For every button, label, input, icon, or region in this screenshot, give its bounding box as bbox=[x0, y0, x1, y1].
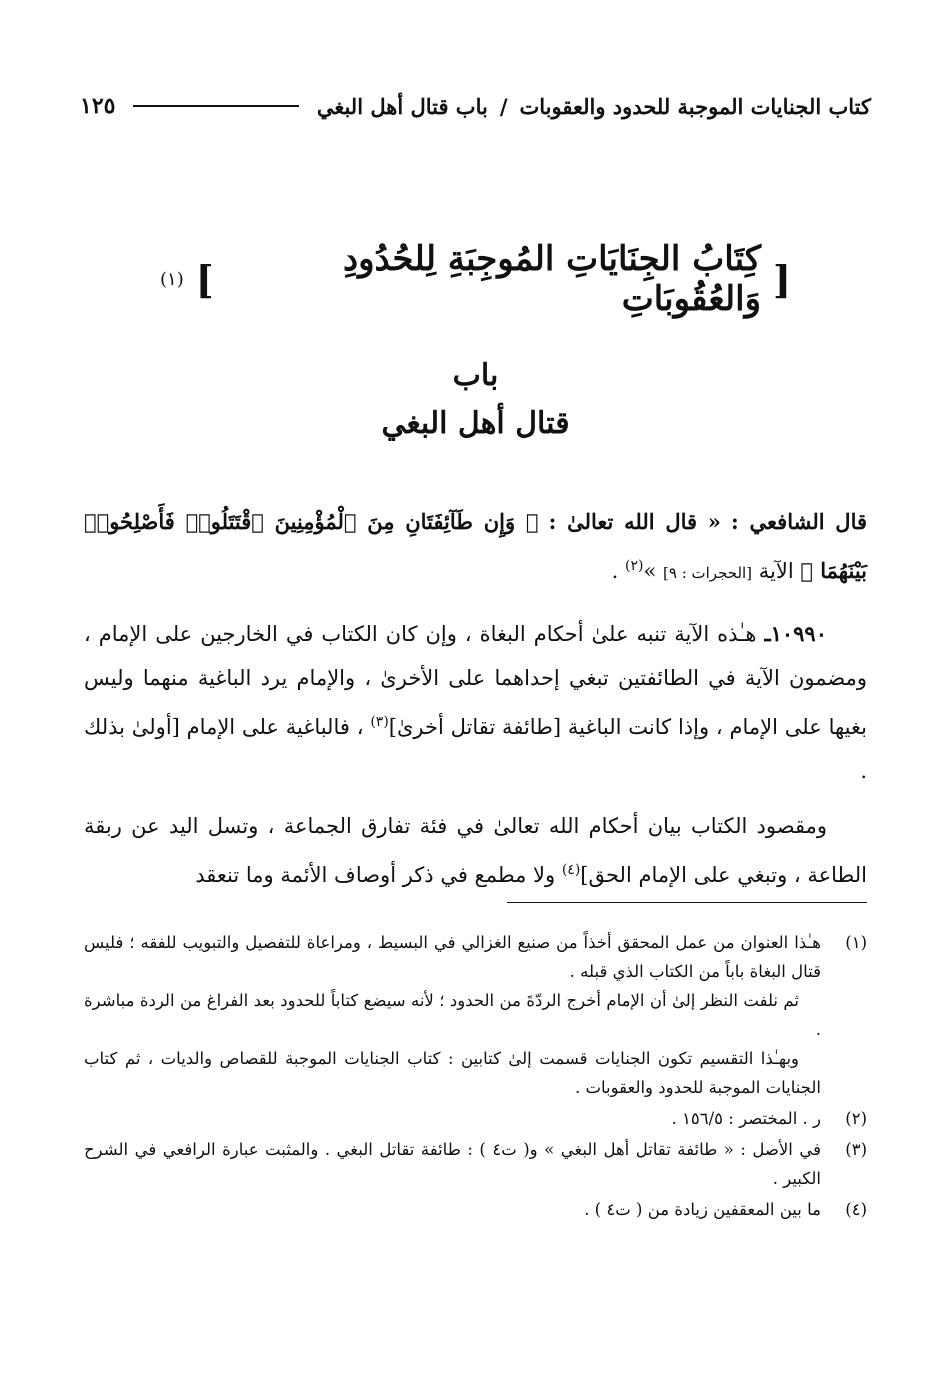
footnote-text: ر . المختصر : ١٥٦/٥ . bbox=[671, 1109, 821, 1128]
paragraph-10990 bbox=[84, 612, 867, 793]
footnote bbox=[84, 1104, 867, 1133]
intro-paragraph bbox=[84, 500, 867, 595]
footnote-body bbox=[84, 1104, 821, 1133]
chapter-line-1: باب bbox=[452, 358, 499, 393]
intro-end: . bbox=[611, 559, 619, 583]
footnotes bbox=[84, 928, 867, 1226]
paragraph2-text-a: ومقصود الكتاب بيان أحكام الله تعالىٰ في فئة تفارق الجماعة ، وتسل اليد عن ربقة الطاعة ، وتبغي على الإمام الحق] bbox=[84, 814, 867, 887]
footnote-ref-2: (٢) bbox=[624, 558, 644, 574]
page-number: ١٢٥ bbox=[80, 93, 116, 119]
footnote-ref-3: (٣) bbox=[370, 714, 389, 730]
book-heading-title: كِتَابُ الجِنَايَاتِ المُوجِبَةِ لِلحُدُودِ وَالعُقُوبَاتِ bbox=[342, 239, 762, 319]
footnote bbox=[84, 1135, 867, 1193]
header-book-title: كتاب الجنايات الموجبة للحدود والعقوبات bbox=[519, 93, 871, 119]
running-header bbox=[80, 86, 871, 126]
paragraph1-text-a: هـٰذه الآية تنبه علىٰ أحكام البغاة ، وإن كان الكتاب في الخارجين على الإمام ، ومضمون الآية في الطائفتين تبغي إحداهما على الأخرىٰ ، والإمام يرد الباغية منهما وليس بغيها على الإمام ، وإذا كانت الباغية [طائفة تقاتل أخرىٰ] bbox=[84, 622, 867, 739]
heading-open-bracket: [ bbox=[773, 256, 791, 302]
chapter-line-2: قتال أهل البغي bbox=[381, 406, 570, 441]
paragraph2-text-b: ولا مطمع في ذكر أوصاف الأئمة وما تنعقد bbox=[195, 863, 556, 887]
header-rule bbox=[133, 105, 298, 107]
footnote-rule bbox=[507, 902, 867, 903]
paragraph1-text-b: ، فالباغية على الإمام [أولىٰ بذلك . bbox=[84, 715, 867, 783]
footnote-number: (٣) bbox=[845, 1140, 867, 1159]
footnote-ref-4: (٤) bbox=[561, 862, 581, 878]
intro-close-quote: » bbox=[643, 559, 657, 583]
footnote bbox=[84, 1195, 867, 1224]
chapter-heading bbox=[0, 352, 951, 448]
footnote-ref-1: (١) bbox=[160, 268, 184, 290]
header-separator: / bbox=[499, 93, 508, 119]
intro-open-quote: « قال الله تعالىٰ : bbox=[548, 509, 721, 534]
footnote-text: وبهـٰذا التقسيم تكون الجنايات قسمت إلىٰ كتابين : كتاب الجنايات الموجبة للقصاص والديات ، ثم كتاب الجنايات الموجبة للحدود والعقوبات . bbox=[84, 1049, 821, 1097]
footnote-body bbox=[84, 1135, 821, 1193]
footnote-text: ثم نلفت النظر إلىٰ أن الإمام أخرج الردّةَ من الحدود ؛ لأنه سيضع كتاباً للحدود بعد الفراغ من الردة مباشرة . bbox=[84, 991, 821, 1039]
footnote bbox=[84, 928, 867, 1102]
verse-citation: [الحجرات : ٩] bbox=[663, 564, 753, 582]
paragraph-number: ١٠٩٩٠ـ bbox=[764, 621, 827, 646]
book-heading bbox=[160, 239, 791, 319]
intro-after-verse: الآية bbox=[758, 559, 794, 583]
intro-speaker: قال الشافعي : bbox=[731, 509, 868, 534]
footnote-text: ما بين المعقفين زيادة من ( ت٤ ) . bbox=[584, 1200, 821, 1219]
footnote-body bbox=[84, 1195, 821, 1224]
footnote-text: هـٰذا العنوان من عمل المحقق أخذاً من صنيع الغزالي في البسيط ، ومراعاة للتفصيل والتبويب للفقه ؛ فليس قتال البغاة باباً من الكتاب الذي قبله . bbox=[84, 933, 821, 981]
footnote-number: (٤) bbox=[845, 1200, 867, 1219]
heading-close-bracket: ] bbox=[195, 256, 214, 302]
footnote-text: في الأصل : « طائفة تقاتل أهل البغي » و( ت٤ ) : طائفة تقاتل البغي . والمثبت عبارة الرافعي في الشرح الكبير . bbox=[84, 1140, 821, 1188]
footnote-body bbox=[84, 928, 821, 1102]
footnote-number: (٢) bbox=[845, 1109, 867, 1128]
footnote-number: (١) bbox=[845, 933, 867, 952]
quran-verse: ﴿ وَإِن طَآئِفَتَانِ مِنَ ٱلْمُؤْمِنِينَ ٱقْتَتَلُوا۟ فَأَصْلِحُوا۟ بَيْنَهُمَا ﴾ bbox=[84, 509, 867, 583]
header-chapter-title: باب قتال أهل البغي bbox=[316, 93, 488, 119]
paragraph-2 bbox=[84, 804, 867, 897]
